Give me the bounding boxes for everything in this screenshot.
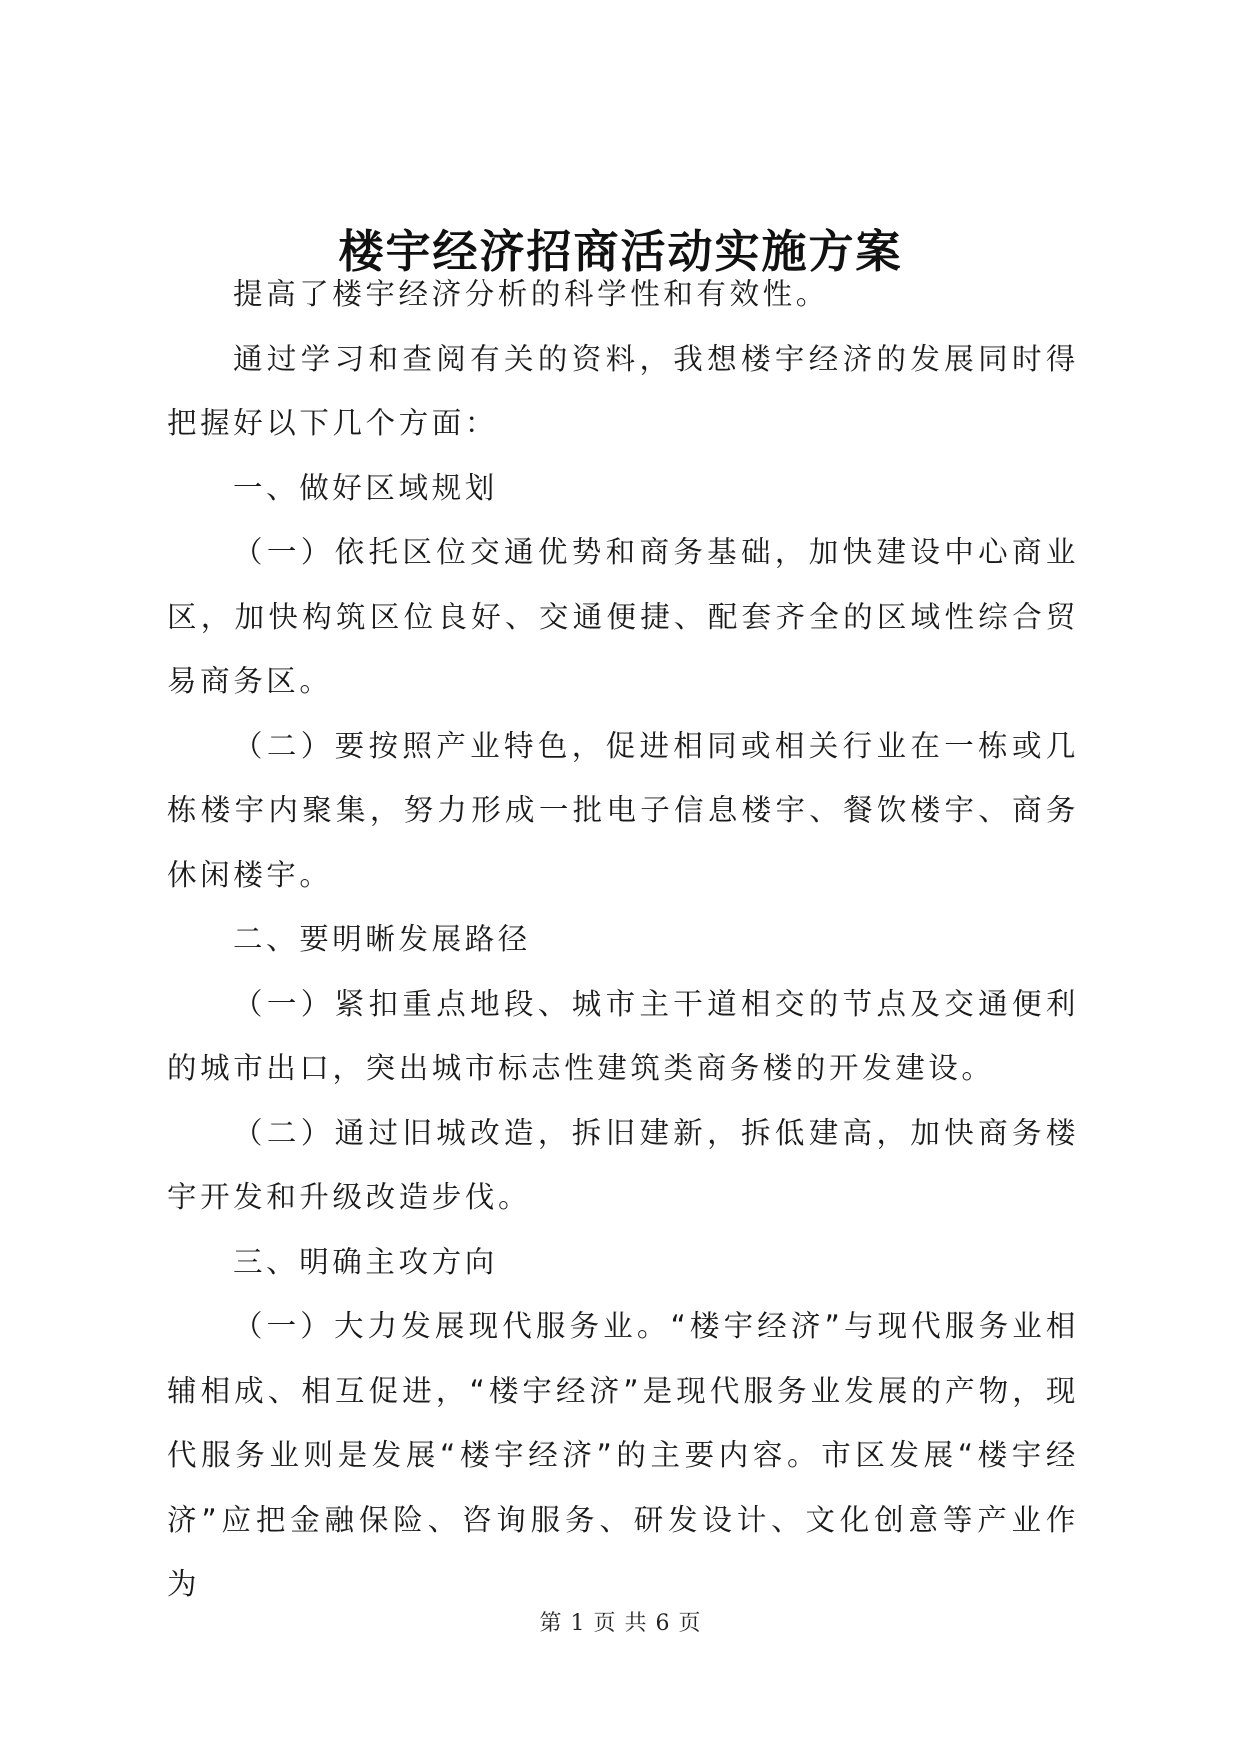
- section-heading-2: 二、要明晰发展路径: [233, 922, 531, 956]
- paragraph-3: （一）依托区位交通优势和商务基础，加快建设中心商业区，加快构筑区位良好、交通便捷、配套齐全的区域性综合贸易商务区。: [167, 535, 1079, 698]
- section-heading-3: 三、明确主攻方向: [233, 1244, 498, 1279]
- document-body: [167, 262, 1079, 1617]
- paragraph-4: （二）要按照产业特色，促进相同或相关行业在一栋或几栋楼宇内聚集，努力形成一批电子信息楼宇、餐饮楼宇、商务休闲楼宇。: [167, 728, 1079, 892]
- paragraph-2: 通过学习和查阅有关的资料，我想楼宇经济的发展同时得把握好以下几个方面：: [167, 341, 1079, 440]
- paragraph-6: （二）通过旧城改造，拆旧建新，拆低建高，加快商务楼宇开发和升级改造步伐。: [167, 1115, 1079, 1214]
- page-footer: 第 1 页 共 6 页: [539, 1611, 702, 1636]
- paragraph-5: （一）紧扣重点地段、城市主干道相交的节点及交通便利的城市出口，突出城市标志性建筑类商务楼的开发建设。: [167, 986, 1079, 1085]
- document-title: 楼宇经济招商活动实施方案: [338, 225, 903, 278]
- section-heading-1: 一、做好区域规划: [233, 470, 498, 505]
- paragraph-1: 提高了楼宇经济分析的科学性和有效性。: [233, 277, 829, 311]
- paragraph-7: （一）大力发展现代服务业。“楼宇经济”与现代服务业相辅相成、相互促进，“楼宇经济”是现代服务业发展的产物，现代服务业则是发展“楼宇经济”的主要内容。市区发展“楼宇经济”应把金融保险、咨询服务、研发设计、文化创意等产业作为: [167, 1309, 1079, 1601]
